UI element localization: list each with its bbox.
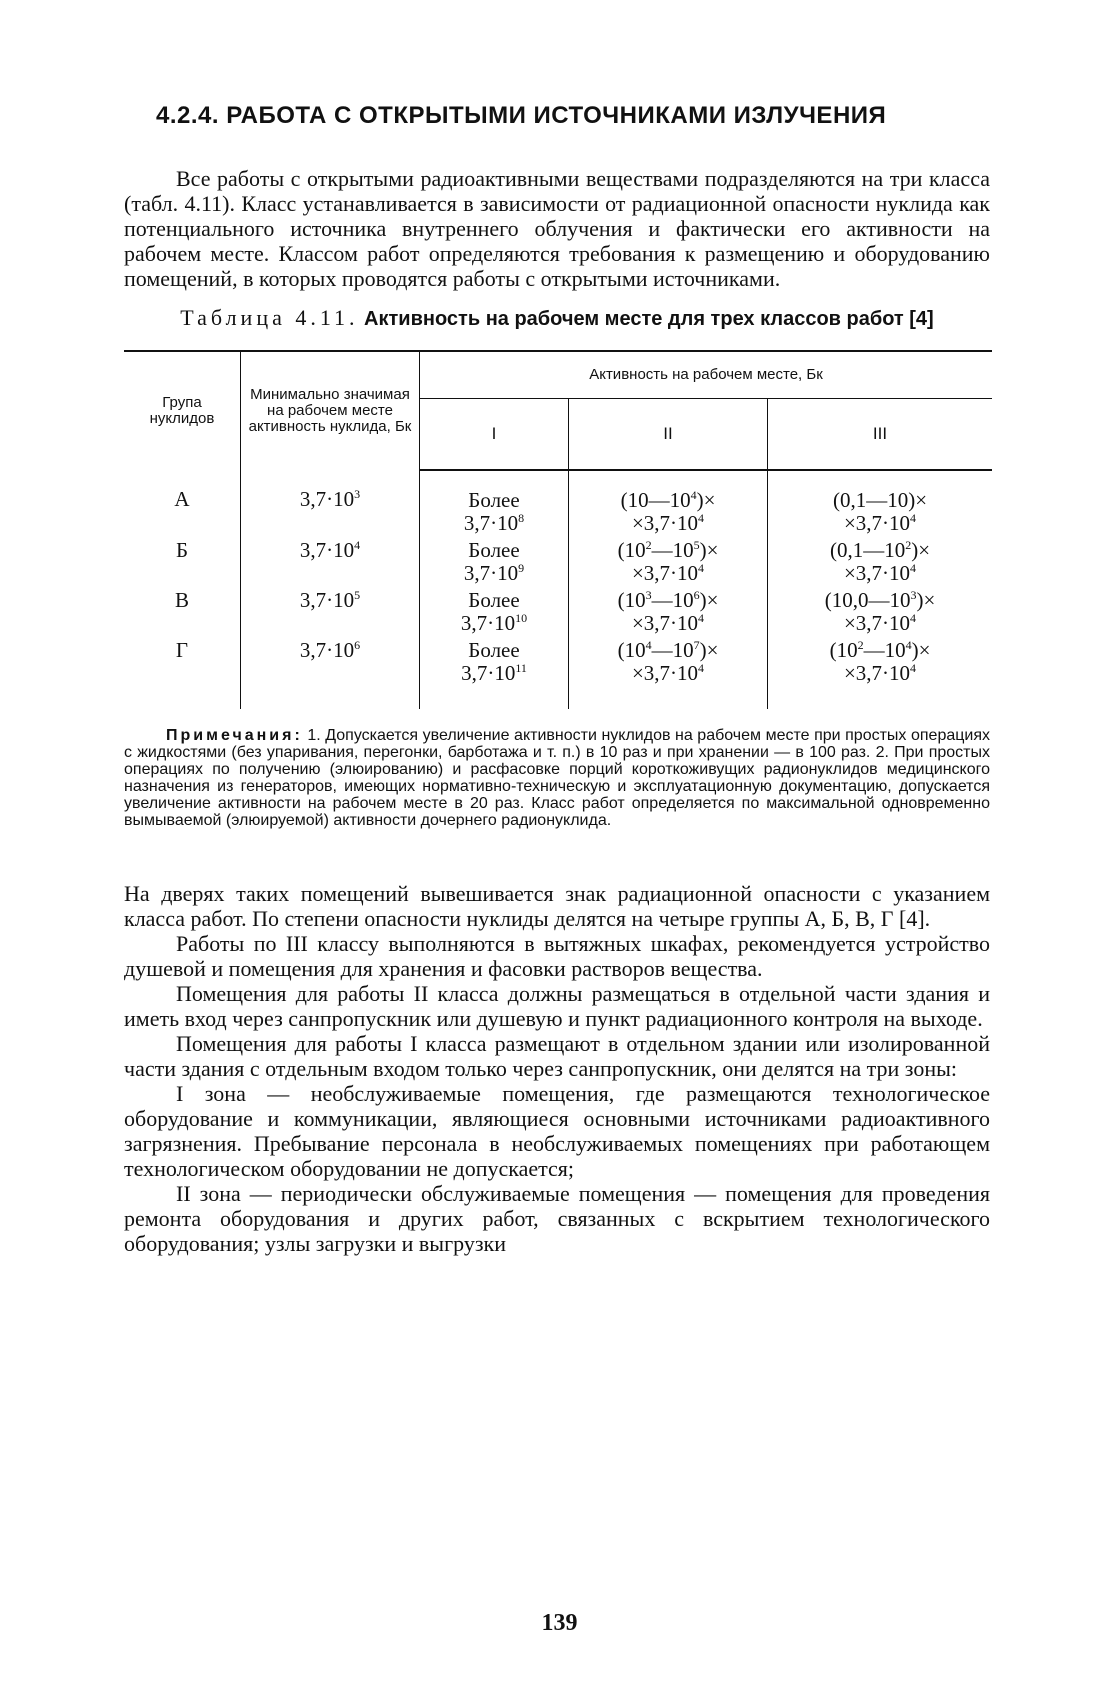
cell-group: Б <box>175 538 189 562</box>
header-class-3: III <box>768 399 993 471</box>
cell-class-1: Более $3,7\cdot 10^{10}$ <box>420 587 569 637</box>
cell-group: В <box>174 588 189 612</box>
paragraph: Помещения для работы I класса размещают в отдельном здании или изолированной части здания с отдельным входом только через санпропускник, они делятся на три зоны: <box>124 1031 990 1081</box>
cell-min: $3,7\cdot 10^4$ <box>241 537 420 587</box>
table-caption-title: Активность на рабочем месте для трех классов работ [4] <box>364 308 934 330</box>
cell-min: $3,7\cdot 10^6$ <box>241 637 420 709</box>
cell-class-3: $(0,1—10^2)\times$ $\times 3,7\cdot 10^4$ <box>768 537 993 587</box>
paragraph: II зона — периодически обслуживаемые помещения — помещения для проведения ремонта оборудования и других работ, связанных с вскрытием технологического оборудования; узлы загрузки и выгрузки <box>124 1181 990 1256</box>
notes-text: 1. Допускается увеличение активности нуклидов на рабочем месте при простых операциях с жидкостями (без упаривания, перегонки, барботажа и т. п.) в 10 раз и при хранении — в 100 раз. 2. При простых операциях по получению (элюированию) и расфасовке порций короткоживущих радионуклидов медицинского назначения из генераторов, имеющих нормативно-техническую и эксплуатационную документацию, допускается увеличение активности на рабочем месте в 20 раз. Класс работ определяется по максимальной одновременно вымываемой (элюируемой) активности дочернего радионуклида. <box>124 727 991 829</box>
table-row <box>124 537 992 587</box>
paragraph: I зона — необслуживаемые помещения, где размещаются технологическое оборудование и коммуникации, являющиеся основными источниками радиоактивного загрязнения. Пребывание персонала в необслуживаемых помещениях при работающем технологическом оборудовании не допускается; <box>124 1081 990 1181</box>
header-min-activity: Минимально значимая на рабочем месте активность нуклида, Бк <box>241 351 420 470</box>
cell-class-2: $(10^2—10^5)\times$ $\times 3,7\cdot 10^4$ <box>569 537 768 587</box>
activity-table <box>124 350 992 709</box>
cell-group: А <box>174 487 190 511</box>
table-row <box>124 587 992 637</box>
table-row <box>124 637 992 709</box>
cell-min: $3,7\cdot 10^5$ <box>241 587 420 637</box>
cell-class-2: $(10^3—10^6)\times$ $\times 3,7\cdot 10^4$ <box>569 587 768 637</box>
table-notes <box>124 727 990 829</box>
header-class-2: II <box>569 399 768 471</box>
notes-label: Примечания: <box>166 727 303 744</box>
header-activity: Активность на рабочем месте, Бк <box>420 351 993 399</box>
cell-class-1: Более $3,7\cdot 10^8$ <box>420 470 569 537</box>
cell-class-2: $(10—10^4)\times$ $\times 3,7\cdot 10^4$ <box>569 470 768 537</box>
page <box>124 100 990 1256</box>
header-group: Група нуклидов <box>124 351 241 470</box>
paragraph: Работы по III классу выполняются в вытяжных шкафах, рекомендуется устройство душевой и помещения для хранения и фасовки растворов вещества. <box>124 931 990 981</box>
section-heading: 4.2.4. РАБОТА С ОТКРЫТЫМИ ИСТОЧНИКАМИ ИЗЛУЧЕНИЯ <box>156 102 887 129</box>
cell-group: Г <box>175 638 189 662</box>
paragraph: Помещения для работы II класса должны размещаться в отдельной части здания и иметь вход через санпропускник или душевую и пункт радиационного контроля на выходе. <box>124 981 990 1031</box>
body-text <box>124 881 990 1256</box>
cell-class-1: Более $3,7\cdot 10^9$ <box>420 537 569 587</box>
paragraph: На дверях таких помещений вывешивается знак радиационной опасности с указанием класса работ. По степени опасности нуклиды делятся на четыре группы А, Б, В, Г [4]. <box>124 881 990 931</box>
table-caption-label: Таблица 4.11. <box>180 305 359 330</box>
table-caption <box>124 305 990 332</box>
cell-class-1: Более $3,7\cdot 10^{11}$ <box>420 637 569 709</box>
cell-class-2: $(10^4—10^7)\times$ $\times 3,7\cdot 10^4$ <box>569 637 768 709</box>
page-number: 139 <box>541 1610 578 1636</box>
cell-class-3: (0,1—10)× $\times 3,7\cdot 10^4$ <box>768 470 993 537</box>
table-row <box>124 470 992 537</box>
cell-min: $3,7\cdot 10^3$ <box>241 470 420 537</box>
intro-paragraph: Все работы с открытыми радиоактивными веществами подразделяются на три класса (табл. 4.11). Класс устанавливается в зависимости от радиационной опасности нуклида как потенциального источника внутреннего облучения и фактически его активности на рабочем месте. Классом работ определяются требования к размещению и оборудованию помещений, в которых проводятся работы с открытыми источниками. <box>124 166 990 291</box>
cell-class-3: $(10^2—10^4)\times$ $\times 3,7\cdot 10^4$ <box>768 637 993 709</box>
header-class-1: I <box>420 399 569 471</box>
cell-class-3: $(10,0—10^3)\times$ $\times 3,7\cdot 10^4$ <box>768 587 993 637</box>
